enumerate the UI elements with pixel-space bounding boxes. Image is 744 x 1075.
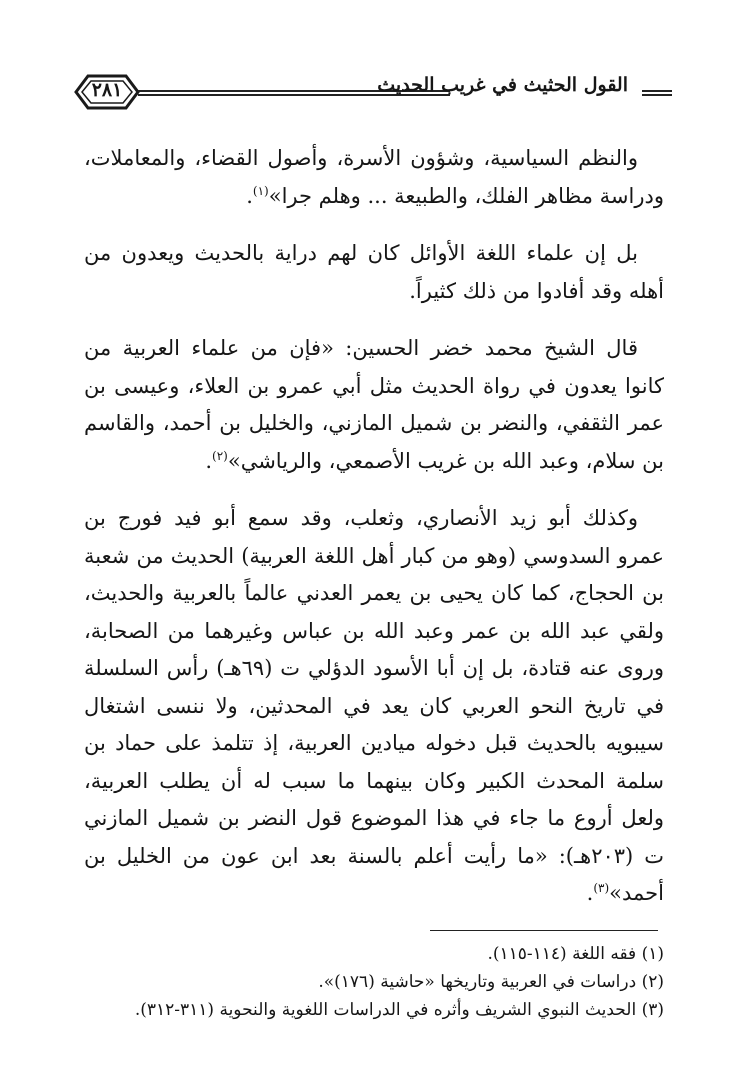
main-text — [84, 140, 664, 933]
book-title: القول الحثيث في غريب الحديث — [377, 74, 628, 96]
paragraph-2 — [84, 235, 664, 310]
paragraph-text: قال الشيخ محمد خضر الحسين: «فإن من علماء العربية من كانوا يعدون في رواة الحديث مثل أبي عمرو بن العلاء، وعيسى بن عمر الثقفي، والنضر بن شميل المازني، والخليل بن أحمد، والقاسم بن سلام، وعبد الله بن غريب الأصمعي، والرياشي» — [84, 336, 664, 473]
paragraph-end: . — [246, 183, 253, 208]
paragraph-text: والنظم السياسية، وشؤون الأسرة، وأصول القضاء، والمعاملات، ودراسة مظاهر الفلك، والطبيعة ... وهلم جرا» — [84, 146, 664, 208]
header-rule-right — [642, 90, 672, 96]
paragraph-1 — [84, 140, 664, 215]
paragraph-end: . — [205, 448, 213, 473]
footnote-ref: (٢) — [212, 448, 228, 463]
footnote-ref: (٣) — [593, 881, 610, 895]
footnote-1: (١) فقه اللغة (١١٤-١١٥). — [487, 944, 664, 964]
footnote-3: (٣) الحديث النبوي الشريف وأثره في الدراسات اللغوية والنحوية (٣١١-٣١٢). — [134, 1000, 664, 1020]
footnote-2: (٢) دراسات في العربية وتاريخها «حاشية (١٧٦)». — [318, 972, 664, 992]
footnotes — [84, 940, 664, 1024]
running-header — [72, 70, 672, 114]
footnote-ref: (١) — [252, 183, 269, 198]
paragraph-4 — [84, 500, 664, 913]
paragraph-text: وكذلك أبو زيد الأنصاري، وثعلب، وقد سمع أبو فيد فورج بن عمرو السدوسي (وهو من كبار أهل اللغة العربية) الحديث من شعبة بن الحجاج، كما كان يحيى بن يعمر العدني عالماً بالعربية والحديث، ولقي عبد الله بن عمر وعبد الله بن عباس وغيرهما من الصحابة، وروى عنه قتادة، بل إن أبا الأسود الدؤلي ت (٦٩هـ) رأس السلسلة في تاريخ النحو العربي كان يعد في المحدثين، ولا ننسى اشتغال سيبويه بالحديث قبل دخوله ميادين العربية، إذ تتلمذ على حماد بن سلمة المحدث الكبير وكان بينهما ما سبب له أن يطلب العربية، ولعل أروع ما جاء في هذا الموضوع قول النضر بن شميل المازني ت (٢٠٣هـ): «ما رأيت أعلم بالسنة بعد ابن عون من الخليل بن أحمد» — [84, 506, 664, 905]
paragraph-text: بل إن علماء اللغة الأوائل كان لهم دراية بالحديث ويعدون من أهله وقد أفادوا من ذلك كثيراً. — [84, 241, 664, 303]
page-number-frame — [72, 70, 142, 114]
paragraph-3 — [84, 330, 664, 480]
paragraph-end: . — [586, 881, 594, 905]
page-number: ٢٨١ — [91, 79, 123, 101]
footnote-separator — [430, 930, 658, 931]
